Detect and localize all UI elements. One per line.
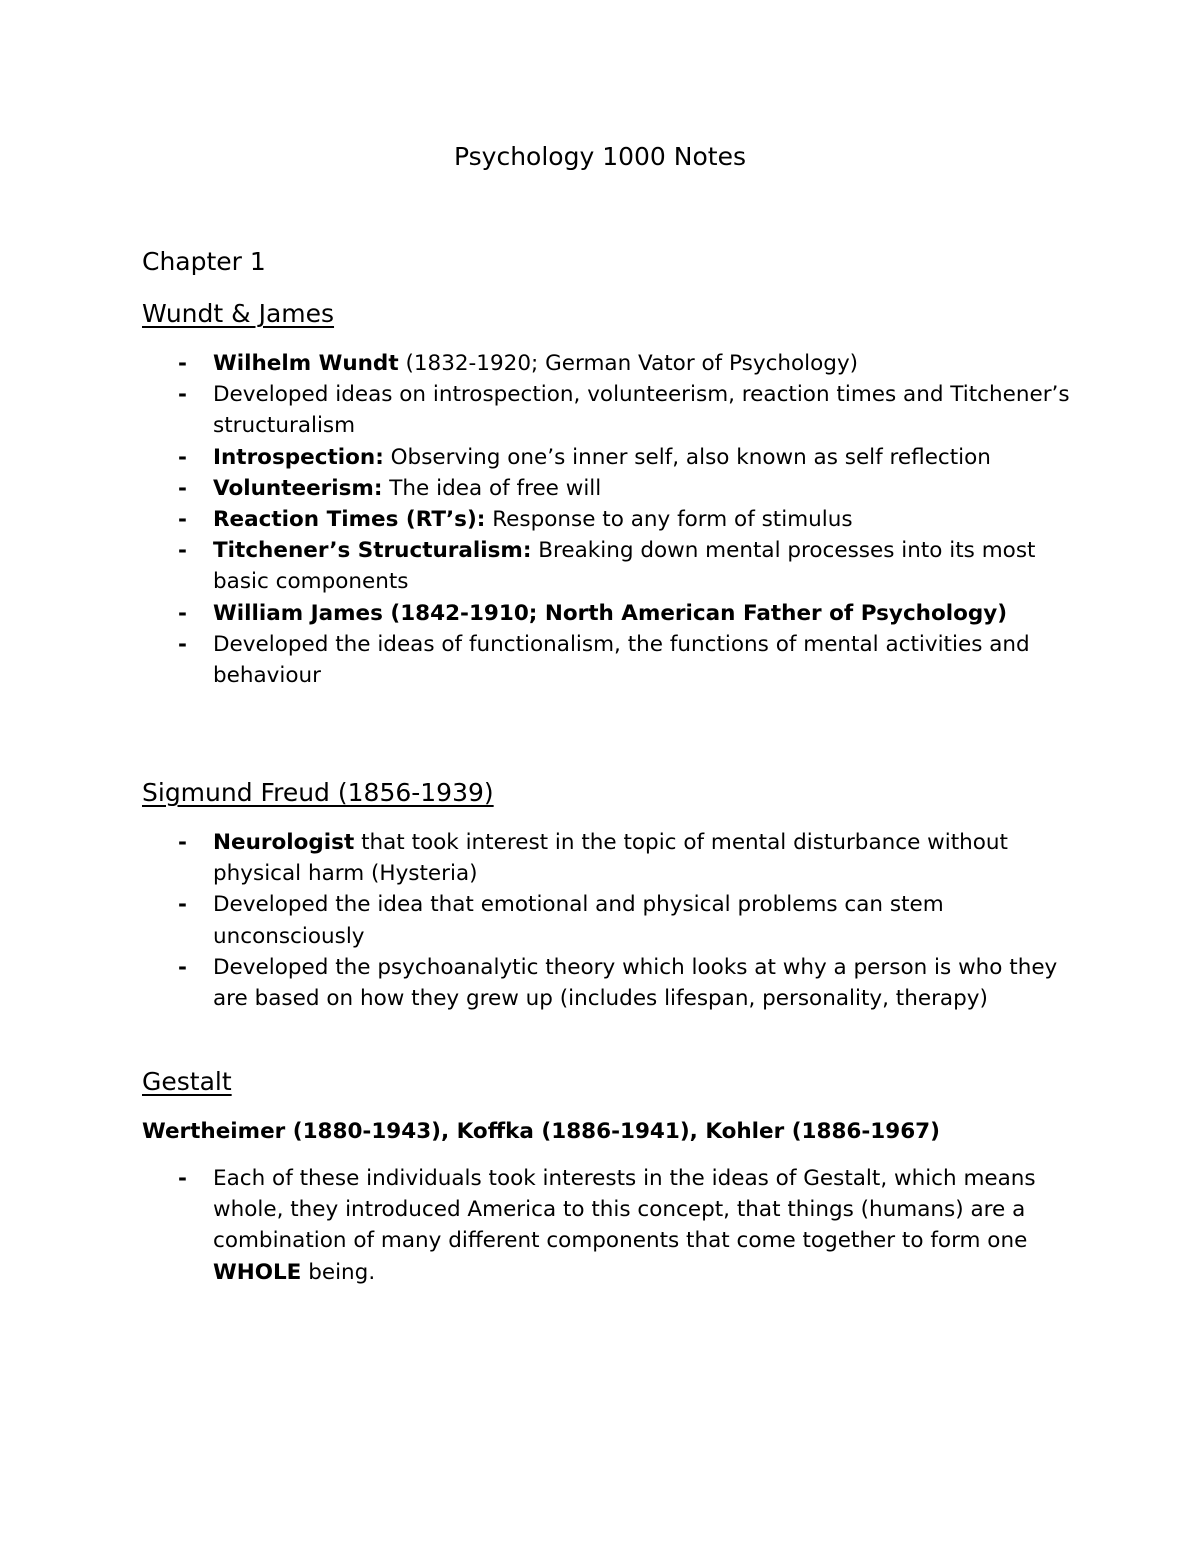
bullet-dash: -: [178, 631, 187, 657]
description: Response to any form of stimulus: [485, 507, 853, 533]
description: that took interest in the topic of mental disturbance without physical harm (Hysteria): [213, 830, 1008, 887]
term: Reaction Times (RT’s):: [213, 507, 486, 533]
term: William James (1842-1910; North American Father of Psychology): [213, 600, 1008, 626]
gestalt-subheading: Wertheimer (1880-1943), Koffka (1886-1941), Kohler (1886-1967): [142, 1119, 940, 1144]
term: Wilhelm Wundt: [213, 351, 399, 376]
description: (1832-1920; German Vator of Psychology): [398, 351, 859, 376]
description: Each of these individuals took interests in the ideas of Gestalt, which means whole, they introduced America to this concept, that things (humans) are a combination of many different components that come together to form one: [213, 1166, 1036, 1254]
bullet-dash: -: [178, 600, 187, 626]
section-heading-wundt-james: Wundt & James: [142, 299, 335, 328]
list-item: [142, 348, 1072, 379]
bullet-list-wundt-james: [142, 348, 1072, 691]
list-item: [142, 827, 1072, 889]
bullet-dash: -: [178, 351, 187, 376]
bullet-list-gestalt: [142, 1163, 1072, 1288]
chapter-heading: Chapter 1: [142, 247, 266, 276]
list-item: [142, 535, 1072, 597]
description: Developed the psychoanalytic theory which looks at why a person is who they are based on how they grew up (includes lifespan, personality, therapy): [213, 954, 1058, 1012]
term: Volunteerism:: [213, 475, 383, 501]
description: Developed ideas on introspection, volunteerism, reaction times and Titchener’s structuralism: [213, 382, 1070, 439]
section-heading-freud: Sigmund Freud (1856-1939): [142, 778, 494, 807]
term: Titchener’s Structuralism:: [213, 538, 532, 564]
list-item: [142, 473, 1072, 504]
bullet-dash: -: [178, 954, 187, 980]
document-title: Psychology 1000 Notes: [454, 142, 746, 171]
term: Neurologist: [213, 830, 355, 855]
list-item: [142, 442, 1072, 473]
bullet-dash: -: [178, 444, 187, 470]
bullet-dash: -: [178, 892, 187, 918]
list-item: [142, 952, 1072, 1014]
bullet-dash: -: [178, 830, 187, 855]
description: Observing one’s inner self, also known as self reflection: [383, 444, 991, 470]
bullet-dash: -: [178, 382, 187, 408]
description: The idea of free will: [382, 475, 602, 501]
emphasis: WHOLE: [213, 1259, 302, 1285]
list-item: [142, 504, 1072, 535]
list-item: [142, 598, 1072, 629]
list-item: [142, 629, 1072, 691]
description: Developed the ideas of functionalism, the functions of mental activities and behaviour: [213, 631, 1030, 689]
bullet-dash: -: [178, 538, 187, 564]
section-heading-gestalt: Gestalt: [142, 1067, 232, 1096]
bullet-list-freud: [142, 827, 1072, 1014]
bullet-dash: -: [178, 475, 187, 501]
list-item: [142, 379, 1072, 441]
list-item: [142, 889, 1072, 951]
description-end: being.: [301, 1259, 376, 1285]
list-item: [142, 1163, 1072, 1288]
term: Introspection:: [213, 444, 384, 470]
description: Breaking down mental processes into its most basic components: [213, 538, 1036, 595]
bullet-dash: -: [178, 507, 187, 533]
bullet-dash: -: [178, 1166, 187, 1191]
description: Developed the idea that emotional and physical problems can stem unconsciously: [213, 892, 944, 949]
